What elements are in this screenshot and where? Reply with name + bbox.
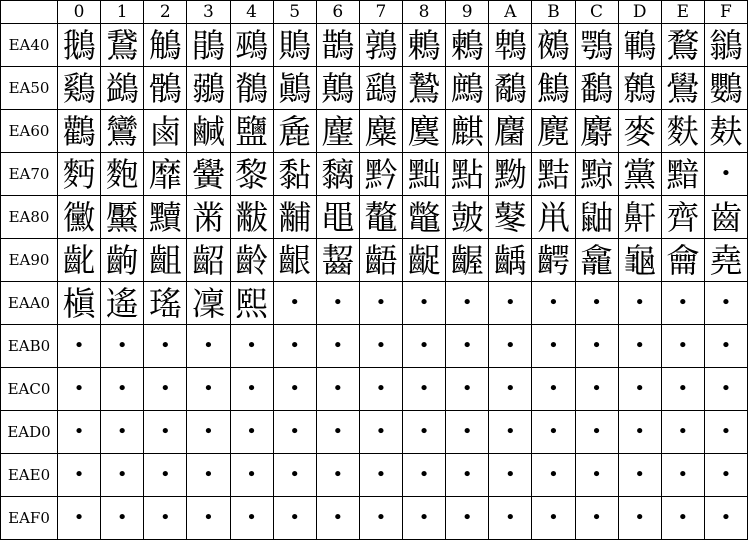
empty-code-cell: • [532,454,575,497]
glyph-cell: 鼬 [575,196,618,239]
glyph-cell: 麕 [489,110,532,153]
glyph-cell: 黥 [575,153,618,196]
glyph-cell: 麪 [58,153,101,196]
column-header: E [661,1,704,24]
glyph-cell: 鵝 [58,24,101,67]
glyph-cell: 遙 [101,282,144,325]
column-header: 8 [403,1,446,24]
glyph-cell: 麸 [704,110,747,153]
column-header: B [532,1,575,24]
glyph-cell: 麝 [575,110,618,153]
table-row [1,282,748,325]
empty-code-cell: • [58,411,101,454]
glyph-cell: 麁 [273,110,316,153]
glyph-cell: 黻 [230,196,273,239]
empty-code-cell: • [489,325,532,368]
empty-code-cell: • [661,325,704,368]
table-row [1,497,748,540]
empty-code-cell: • [532,282,575,325]
empty-code-cell: • [618,454,661,497]
empty-code-cell: • [403,282,446,325]
column-header: 3 [187,1,230,24]
glyph-cell: 黯 [661,153,704,196]
empty-code-cell: • [58,497,101,540]
column-header: 5 [273,1,316,24]
empty-code-cell: • [575,411,618,454]
empty-code-cell: • [187,454,230,497]
empty-code-cell: • [316,411,359,454]
empty-code-cell: • [273,497,316,540]
empty-code-cell: • [403,497,446,540]
empty-code-cell: • [316,497,359,540]
empty-code-cell: • [403,411,446,454]
glyph-cell: 黔 [359,153,402,196]
glyph-cell: 鵤 [144,24,187,67]
glyph-cell: 鶸 [187,67,230,110]
empty-code-cell: • [704,454,747,497]
empty-code-cell: • [489,368,532,411]
glyph-cell: 鷁 [101,67,144,110]
glyph-cell: 鶚 [575,24,618,67]
glyph-cell: 鼕 [489,196,532,239]
column-header: 7 [359,1,402,24]
table-row [1,24,748,67]
table-row [1,325,748,368]
empty-code-cell: • [230,411,273,454]
glyph-cell: 齲 [489,239,532,282]
row-header: EA50 [1,67,58,110]
empty-code-cell: • [661,368,704,411]
empty-code-cell: • [532,411,575,454]
table-row [1,368,748,411]
glyph-cell: 黽 [316,196,359,239]
glyph-cell: 齟 [144,239,187,282]
glyph-cell: 黨 [618,153,661,196]
row-header: EAC0 [1,368,58,411]
glyph-cell: 鷄 [58,67,101,110]
glyph-cell: 齪 [403,239,446,282]
glyph-cell: 鸞 [101,110,144,153]
empty-code-cell: • [316,368,359,411]
glyph-cell: 龠 [661,239,704,282]
empty-code-cell: • [316,454,359,497]
row-header: EA40 [1,24,58,67]
table-row [1,67,748,110]
glyph-cell: 黏 [273,153,316,196]
empty-code-cell: • [704,325,747,368]
empty-code-cell: • [273,368,316,411]
glyph-cell: 黷 [144,196,187,239]
column-header-row [1,1,748,24]
row-header: EAF0 [1,497,58,540]
table-row [1,196,748,239]
empty-code-cell: • [446,282,489,325]
glyph-cell: 齔 [58,239,101,282]
glyph-cell: 黴 [58,196,101,239]
empty-code-cell: • [187,368,230,411]
empty-code-cell: • [144,454,187,497]
empty-code-cell: • [359,325,402,368]
empty-code-cell: • [273,454,316,497]
column-header: F [704,1,747,24]
glyph-cell: 鵲 [316,24,359,67]
glyph-cell: 黼 [273,196,316,239]
row-header: EA80 [1,196,58,239]
empty-code-cell: • [359,411,402,454]
glyph-cell: 鷓 [446,67,489,110]
glyph-cell: 鶩 [661,24,704,67]
empty-code-cell: • [58,325,101,368]
row-header: EAB0 [1,325,58,368]
row-header: EA60 [1,110,58,153]
column-header: A [489,1,532,24]
glyph-cell: 鼡 [532,196,575,239]
glyph-cell: 麋 [359,110,402,153]
glyph-cell: 槇 [58,282,101,325]
glyph-cell: 鷦 [532,67,575,110]
row-header: EA90 [1,239,58,282]
empty-code-cell: • [230,368,273,411]
glyph-cell: 黶 [101,196,144,239]
empty-code-cell: • [316,325,359,368]
empty-code-cell: • [101,497,144,540]
glyph-cell: 鷏 [316,67,359,110]
empty-code-cell: • [273,282,316,325]
glyph-cell: 黜 [403,153,446,196]
empty-code-cell: • [532,325,575,368]
table-row [1,110,748,153]
glyph-cell: 鼾 [618,196,661,239]
row-header: EAD0 [1,411,58,454]
empty-code-cell: • [187,325,230,368]
empty-code-cell: • [187,411,230,454]
row-header: EA70 [1,153,58,196]
empty-code-cell: • [489,454,532,497]
column-header: 9 [446,1,489,24]
table-row [1,454,748,497]
column-header: C [575,1,618,24]
glyph-cell: 齠 [187,239,230,282]
empty-code-cell: • [489,411,532,454]
glyph-cell: 齒 [704,196,747,239]
empty-code-cell: • [704,411,747,454]
glyph-cell: 麩 [661,110,704,153]
empty-code-cell: • [489,282,532,325]
empty-code-cell: • [661,411,704,454]
glyph-cell: 皷 [446,196,489,239]
glyph-cell: 鷽 [661,67,704,110]
empty-code-cell: • [144,325,187,368]
glyph-cell: 鸛 [58,110,101,153]
glyph-cell: 麌 [403,110,446,153]
glyph-cell: 麭 [101,153,144,196]
glyph-cell: 龜 [618,239,661,282]
empty-code-cell: • [58,454,101,497]
empty-code-cell: • [618,325,661,368]
column-header: 1 [101,1,144,24]
glyph-cell: 黝 [489,153,532,196]
empty-code-cell: • [446,368,489,411]
glyph-cell: 黠 [532,153,575,196]
glyph-cell: 鶇 [403,24,446,67]
column-header: 6 [316,1,359,24]
empty-code-cell: • [446,497,489,540]
corner-cell [1,1,58,24]
row-header: EAA0 [1,282,58,325]
glyph-cell: 龕 [575,239,618,282]
empty-code-cell: • [575,454,618,497]
empty-code-cell: • [618,368,661,411]
glyph-cell: 齊 [661,196,704,239]
empty-code-cell: • [144,497,187,540]
glyph-cell: 鷭 [575,67,618,110]
glyph-cell: 鵑 [187,24,230,67]
glyph-cell: 鶉 [359,24,402,67]
column-header: 0 [58,1,101,24]
empty-code-cell: • [403,368,446,411]
empty-code-cell: • [704,153,747,196]
glyph-cell: 黐 [316,153,359,196]
glyph-cell: 鷯 [618,67,661,110]
column-header: 4 [230,1,273,24]
empty-code-cell: • [575,497,618,540]
empty-code-cell: • [101,411,144,454]
glyph-cell: 鼇 [359,196,402,239]
empty-code-cell: • [359,497,402,540]
glyph-cell: 鷙 [403,67,446,110]
table-row [1,153,748,196]
glyph-cell: 凜 [187,282,230,325]
glyph-cell: 齶 [532,239,575,282]
empty-code-cell: • [489,497,532,540]
empty-code-cell: • [575,368,618,411]
glyph-cell: 鹹 [187,110,230,153]
glyph-cell: 麒 [446,110,489,153]
glyph-cell: 靡 [144,153,187,196]
empty-code-cell: • [618,497,661,540]
glyph-cell: 齬 [359,239,402,282]
glyph-cell: 麑 [532,110,575,153]
empty-code-cell: • [187,497,230,540]
glyph-cell: 瑤 [144,282,187,325]
glyph-cell: 鸚 [704,67,747,110]
empty-code-cell: • [704,368,747,411]
table-row [1,239,748,282]
empty-code-cell: • [618,282,661,325]
glyph-cell: 鹽 [230,110,273,153]
table-body [1,24,748,540]
glyph-cell: 鵺 [532,24,575,67]
glyph-cell: 鵯 [489,24,532,67]
empty-code-cell: • [661,454,704,497]
empty-code-cell: • [101,368,144,411]
empty-code-cell: • [446,325,489,368]
glyph-cell: 鶤 [618,24,661,67]
glyph-cell: 鵐 [230,24,273,67]
glyph-cell: 鶫 [446,24,489,67]
empty-code-cell: • [446,411,489,454]
empty-code-cell: • [704,282,747,325]
glyph-cell: 點 [446,153,489,196]
empty-code-cell: • [532,497,575,540]
empty-code-cell: • [273,411,316,454]
glyph-cell: 齷 [446,239,489,282]
empty-code-cell: • [618,411,661,454]
empty-code-cell: • [101,325,144,368]
empty-code-cell: • [532,368,575,411]
empty-code-cell: • [230,454,273,497]
empty-code-cell: • [58,368,101,411]
empty-code-cell: • [575,325,618,368]
empty-code-cell: • [359,282,402,325]
empty-code-cell: • [230,325,273,368]
empty-code-cell: • [359,454,402,497]
glyph-cell: 黌 [187,153,230,196]
glyph-cell: 齣 [101,239,144,282]
column-header: 2 [144,1,187,24]
glyph-cell: 鶲 [704,24,747,67]
empty-code-cell: • [144,411,187,454]
empty-code-cell: • [575,282,618,325]
glyph-cell: 鹵 [144,110,187,153]
glyph-cell: 麈 [316,110,359,153]
empty-code-cell: • [101,454,144,497]
glyph-cell: 黹 [187,196,230,239]
empty-code-cell: • [359,368,402,411]
glyph-cell: 齦 [273,239,316,282]
table-row [1,411,748,454]
glyph-cell: 鵞 [101,24,144,67]
glyph-cell: 麥 [618,110,661,153]
glyph-cell: 鷂 [359,67,402,110]
glyph-cell: 鵙 [273,24,316,67]
empty-code-cell: • [661,282,704,325]
empty-code-cell: • [661,497,704,540]
glyph-cell: 齡 [230,239,273,282]
empty-code-cell: • [403,325,446,368]
empty-code-cell: • [273,325,316,368]
glyph-cell: 鶺 [230,67,273,110]
glyph-cell: 黎 [230,153,273,196]
glyph-cell: 堯 [704,239,747,282]
empty-code-cell: • [144,368,187,411]
glyph-cell: 鶻 [144,67,187,110]
empty-code-cell: • [704,497,747,540]
empty-code-cell: • [316,282,359,325]
glyph-cell: 齧 [316,239,359,282]
glyph-cell: 鼈 [403,196,446,239]
empty-code-cell: • [446,454,489,497]
empty-code-cell: • [230,497,273,540]
empty-code-cell: • [403,454,446,497]
glyph-cell: 熙 [230,282,273,325]
row-header: EAE0 [1,454,58,497]
glyph-cell: 鷸 [489,67,532,110]
column-header: D [618,1,661,24]
glyph-cell: 鷆 [273,67,316,110]
